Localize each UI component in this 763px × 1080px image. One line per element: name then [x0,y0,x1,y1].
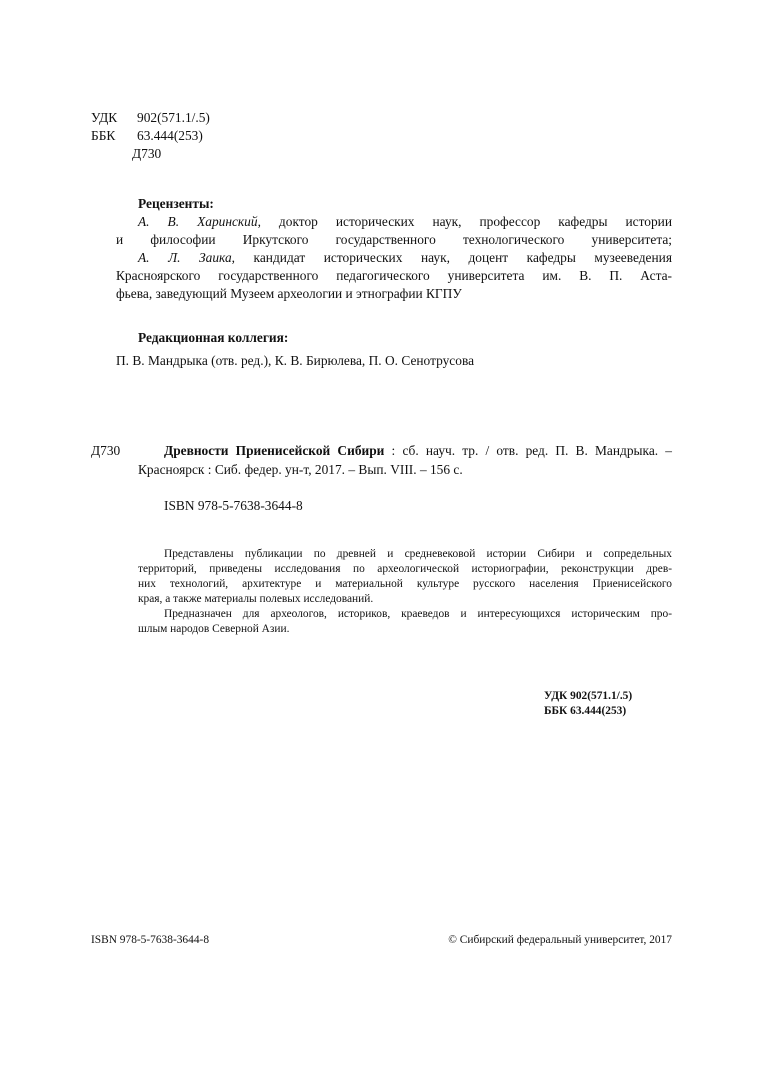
reviewers-heading: Рецензенты: [138,196,214,211]
bottom-udk: УДК 902(571.1/.5) [544,690,633,702]
annotation-p2-line-1: Предназначен для археологов, историков, краеведов и интересующихся историческим про- [164,608,672,620]
classification-block [91,109,210,163]
bottom-bbk: ББК 63.444(253) [544,705,627,717]
udk-value: 902(571.1/.5) [137,110,210,125]
footer-isbn-text: ISBN 978-5-7638-3644-8 [91,934,210,946]
annotation-p1-rest [138,562,672,607]
annotation-p2-line-2: шлым народов Северной Азии. [138,623,290,635]
editorial-members [116,352,474,370]
udk-label: УДК [91,110,118,125]
editorial-members-text: П. В. Мандрыка (отв. ред.), К. В. Бирюлева, П. О. Сенотрусова [116,353,475,368]
reviewer-2-desc: , кандидат исторических наук, доцент кафедры музееведения [231,250,672,265]
author-mark [91,145,210,163]
bbk-value: 63.444(253) [137,128,203,143]
footer-copyright-text: © Сибирский федеральный университет, 2017 [448,934,672,946]
bibliography-mark [91,442,120,460]
annotation-p2-first [164,607,672,622]
bottom-codes [544,689,632,719]
reviewer-2-name: А. Л. Заика [138,250,232,265]
reviewer-1-line-2 [116,231,672,249]
reviewers-body [138,213,672,231]
annotation-p2-rest [138,622,289,637]
footer-copyright [448,933,672,948]
annotation-p1-first [164,547,672,562]
bibliography-details: : сб. науч. тр. / отв. ред. П. В. Мандрыка. – [384,443,672,458]
annotation-p1-line-3: них технологий, архитектуре и материальной культуре русского населения Приенисейского [138,578,672,590]
annotation-p1-line-4: края, а также материалы полевых исследований. [138,593,374,605]
reviewer-2-rest [116,267,672,303]
bibliography-title: Древности Приенисейской Сибири [164,443,385,458]
editorial-heading: Редакционная коллегия: [138,330,289,345]
reviewer-1-line-1 [138,213,672,231]
bibliography-record [164,442,672,460]
reviewer-2-line-2: Красноярского государственного педагогического университета им. В. П. Аста- [116,268,672,283]
footer-isbn [91,933,209,948]
annotation-p1-line-1: Представлены публикации по древней и средневековой истории Сибири и сопредельных [164,548,672,560]
reviewer-1-line-2-text: и философии Иркутского государственного технологического университета; [116,232,672,247]
annotation-p1-line-2: территорий, приведены исследования по археологической историографии, реконструкции древ- [138,563,672,575]
udk-row [91,109,210,127]
editorial-section [138,329,288,347]
bibliography-isbn-text: ISBN 978-5-7638-3644-8 [164,498,303,513]
reviewers-section [138,195,672,213]
bibliography-line-1 [164,442,672,460]
bibliography-line-2-text: Красноярск : Сиб. федер. ун-т, 2017. – Вып. VIII. – 156 с. [138,462,463,477]
bbk-row [91,127,210,145]
reviewer-2-line-3: фьева, заведующий Музеем археологии и этнографии КГПУ [116,286,462,301]
author-mark-text: Д730 [132,146,162,161]
reviewer-2-line-1 [138,249,672,267]
bibliography-isbn [164,497,303,515]
reviewer-1-desc: , доктор исторических наук, профессор кафедры истории [257,214,672,229]
reviewer-1-name: А. В. Харинский [138,214,258,229]
bibliography-mark-text: Д730 [91,443,121,458]
reviewer-2-block [138,249,672,267]
bibliography-line-2 [138,461,463,479]
bbk-label: ББК [91,128,116,143]
